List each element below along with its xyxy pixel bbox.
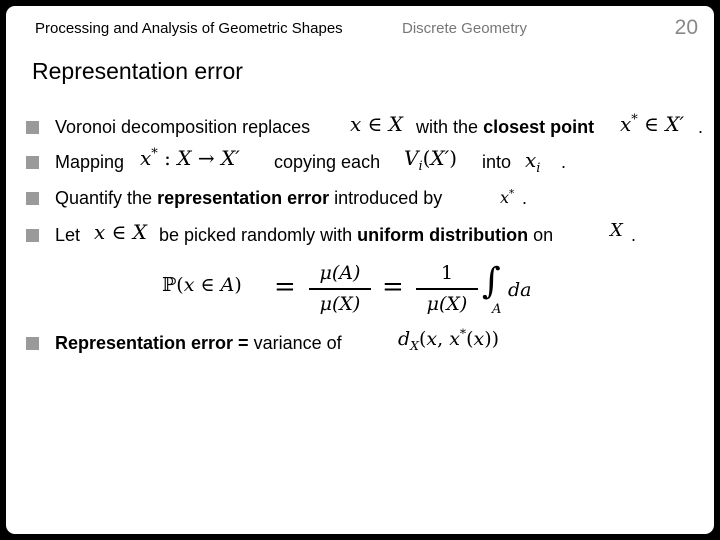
formula-probability: ℙ(x ∈ A)	[162, 274, 242, 296]
bullet-5-text: Representation error = variance of	[55, 333, 342, 353]
bullet-3-text: Quantify the representation error introduced by	[55, 188, 443, 208]
bullet-2-period: .	[561, 152, 567, 172]
bullet-1-period: .	[698, 117, 704, 137]
math-X: X	[610, 220, 623, 241]
formula-equals-1: =	[274, 272, 296, 302]
math-distance: $d_X(x$, x*(x))	[398, 326, 500, 353]
math-xstar-small: x*	[500, 187, 515, 207]
bullet-square-icon	[26, 156, 39, 169]
math-mapping: x* : X → X′	[140, 146, 240, 170]
math-xstar-in-Xprime: x* ∈ X′	[620, 112, 685, 136]
bullet-square-icon	[26, 121, 39, 134]
formula-integral-domain: A	[492, 302, 502, 317]
bullet-3-period: .	[522, 188, 528, 208]
bullet-square-icon	[26, 192, 39, 205]
math-x-in-X: x ∈ X	[350, 112, 404, 136]
bullet-square-icon	[26, 229, 39, 242]
bullet-2-text-into: into	[482, 152, 512, 172]
bullet-2-text-mid: copying each	[274, 152, 381, 172]
formula-fraction-2: 1 μ(X)	[416, 264, 478, 314]
header-topic: Discrete Geometry	[402, 20, 528, 37]
math-x-in-X: x ∈ X	[94, 220, 148, 244]
formula-fraction-1: μ(A) μ(X)	[309, 264, 371, 314]
integral-icon: ∫	[482, 261, 501, 302]
bullet-4-text-mid: be picked randomly with uniform distribution on	[159, 225, 554, 245]
slide-title: Representation error	[32, 58, 243, 84]
header-course-title: Processing and Analysis of Geometric Shapes	[35, 20, 343, 37]
bullet-square-icon	[26, 337, 39, 350]
formula-equals-2: =	[382, 272, 404, 302]
bullet-4-period: .	[631, 225, 637, 245]
math-voronoi-cell: $V_i(X')$	[404, 146, 458, 174]
math-xi: $x_i$	[525, 148, 541, 176]
page-number: 20	[674, 16, 698, 39]
bullet-1-text: Voronoi decomposition replaces	[55, 117, 311, 137]
bullet-4-text: Let	[55, 225, 81, 245]
bullet-2-text: Mapping	[55, 152, 125, 172]
formula-integrand: da	[508, 279, 532, 301]
slide-panel	[6, 6, 714, 534]
bullet-1-text-mid: with the closest point	[416, 117, 595, 137]
